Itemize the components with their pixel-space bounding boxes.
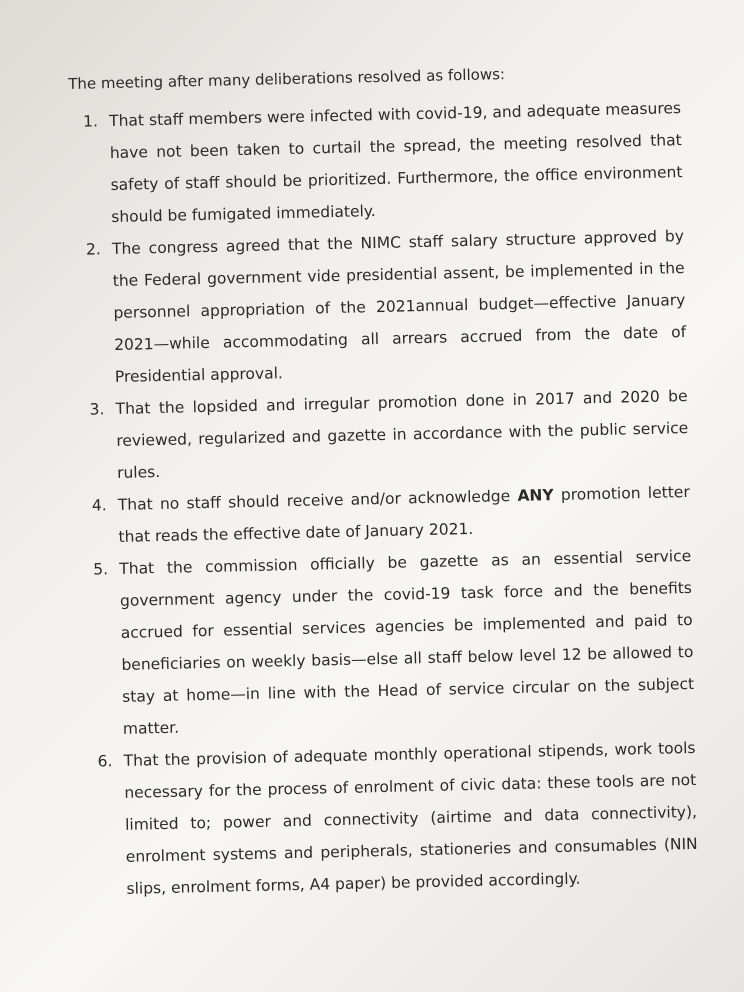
list-item bbox=[69, 92, 684, 234]
item-number: 3. bbox=[89, 400, 105, 419]
list-item bbox=[83, 732, 698, 906]
intro-text: The meeting after many deliberations resolved as follows: bbox=[68, 65, 506, 93]
list-item bbox=[75, 380, 689, 490]
item-number: 2. bbox=[85, 240, 102, 259]
item-text: The congress agreed that the NIMC staff salary structure approved by the Federal government vide presidential assent, be implemented in the personnel appropriation of the 2021annual budget—effective January 2021—while accommodating all arrears accrued from the date of Presidential approval. bbox=[111, 227, 687, 387]
item-text: That the lopsided and irregular promotion done in 2017 and 2020 be reviewed, regularized and gazette in accordance with the public service rules. bbox=[115, 387, 689, 482]
item-text: That the provision of adequate monthly operational stipends, work tools necessary for the process of enrolment of civic data: these tools are not limited to; power and connectivity (airtime and data connectivity), enrolment systems and peripherals, stationeries and consumables (NIN slips, enrolment forms, A4 paper) be provided accordingly. bbox=[123, 738, 698, 898]
item-number: 4. bbox=[91, 496, 107, 515]
document-content bbox=[68, 58, 699, 906]
emphasis-any: ANY bbox=[517, 486, 554, 505]
item-text: That the commission officially be gazette as an essential service government agency under the covid-19 task force and the benefits accrued for essential services agencies be implemented and paid to beneficiaries on weekly basis—else all staff below level 12 be allowed to stay at home—in line with the Head of service circular on the subject matter. bbox=[119, 546, 695, 738]
item-number: 1. bbox=[82, 112, 99, 131]
list-item bbox=[72, 220, 687, 394]
item-number: 6. bbox=[97, 752, 113, 771]
item-text: That staff members were infected with covid-19, and adequate measures have not been taken to curtail the spread, the meeting resolved that safety of staff should be prioritized. Furthermore, the office environment should be fumigated immediately. bbox=[108, 99, 683, 227]
item-number: 5. bbox=[93, 560, 109, 579]
item-text-before: That no staff should receive and/or acknowledge bbox=[117, 486, 518, 514]
resolutions-list bbox=[69, 92, 699, 906]
list-item bbox=[79, 540, 695, 746]
item-text-after: promotion letter that reads the effective date of January 2021. bbox=[118, 483, 690, 546]
